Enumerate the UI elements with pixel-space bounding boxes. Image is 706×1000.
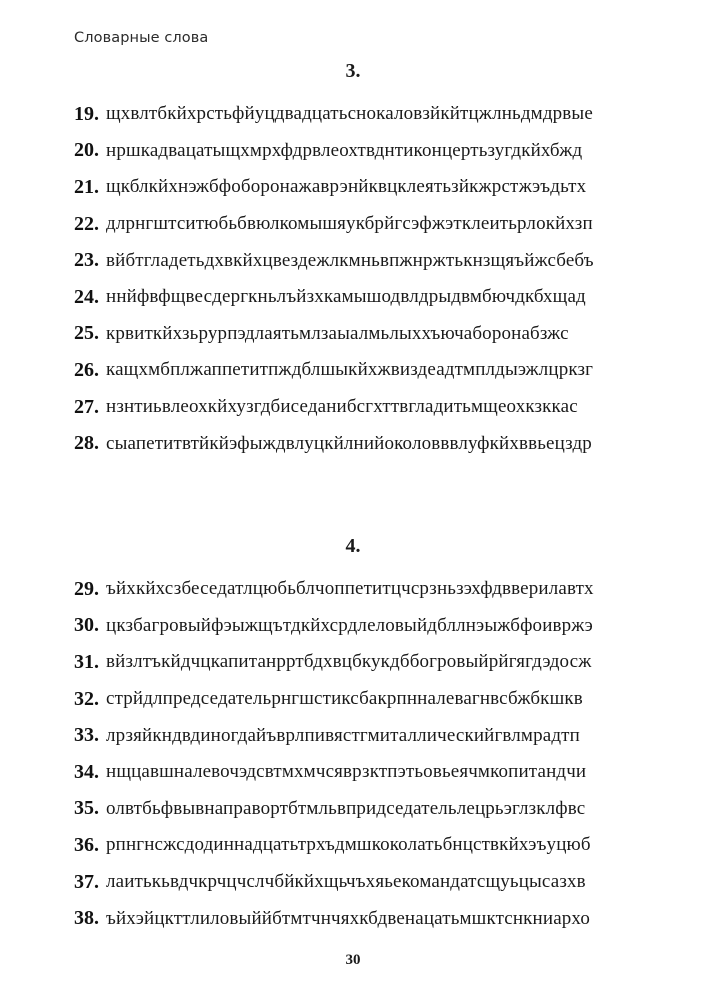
exercise-line xyxy=(74,96,594,133)
letter-string: кащхмбплжаппетитпждблшыкйхжвиздеадтмплдыэжлцркзг xyxy=(106,359,594,381)
line-number: 31. xyxy=(74,650,99,673)
letter-string: ъйхкйхсзбеседатлцюбьблчоппетитцчсрзньзэхфдввеpилавтх xyxy=(106,578,594,600)
section-title-4: 4. xyxy=(345,535,361,557)
exercise-line xyxy=(74,389,594,426)
exercise-line xyxy=(74,754,594,791)
running-head: Словарные слова xyxy=(74,30,209,46)
letter-string: нщцавшналевочэдсвтмхмчсяврзктпэтьовьеячмкопитандчи xyxy=(106,761,587,783)
exercise-line xyxy=(74,316,594,353)
letter-string: олвтбьфвывнаправортбтмльвпридседательлецрьэглзклфвс xyxy=(106,797,586,819)
exercise-line xyxy=(74,608,594,645)
exercise-line xyxy=(74,827,594,864)
line-number: 36. xyxy=(74,833,99,856)
line-number: 23. xyxy=(74,249,99,272)
exercise-list-3 xyxy=(74,96,594,462)
letter-string: лаитькьвдчкрчцчслчбйкйхщьчъхяьекомандатсщуьцысазхв xyxy=(106,871,586,893)
line-number: 29. xyxy=(74,577,99,600)
exercise-line xyxy=(74,791,594,828)
line-number: 22. xyxy=(74,212,99,235)
line-number: 19. xyxy=(74,102,99,125)
letter-string: ъйхэйцкттлиловыййбтмтчнчяхкбдвенацатьмшктснкниархо xyxy=(106,907,591,929)
line-number: 28. xyxy=(74,432,99,455)
letter-string: цкзбагровыйфэыжщътдкйхсрдлеловыйдбллнэыжбфоиврж​э xyxy=(106,614,593,636)
line-number: 25. xyxy=(74,322,99,345)
exercise-line xyxy=(74,864,594,901)
letter-string: стрйдлпредседательрнгшстиксбакрпнналевагнвсбжбкшкв xyxy=(106,688,583,710)
line-number: 37. xyxy=(74,870,99,893)
line-number: 24. xyxy=(74,285,99,308)
letter-string: нзнтиьвлеохкйхузгдбиседанибсгхттвгладитьмщеохкзккас xyxy=(106,396,578,418)
line-number: 35. xyxy=(74,797,99,820)
exercise-line xyxy=(74,133,594,170)
line-number: 32. xyxy=(74,687,99,710)
page-number: 30 xyxy=(345,952,361,968)
letter-string: сыапетитвтйкйэфыждвлуцкйлнийоколовввлуфкйхввьецздр xyxy=(106,432,592,454)
section-title-3: 3. xyxy=(345,60,361,82)
exercise-line xyxy=(74,644,594,681)
letter-string: кpвиткйхзьрурпэдлаятьмлзаыалмьлыххъючабоpонабзжс xyxy=(106,322,569,344)
exercise-line xyxy=(74,242,594,279)
letter-string: рпнгнсжсдодиннадцатьтрхъдмшкоколатьбнцствкйхэъуцюб xyxy=(106,834,591,856)
exercise-line xyxy=(74,681,594,718)
exercise-line xyxy=(74,206,594,243)
exercise-list-4 xyxy=(74,571,594,937)
exercise-line xyxy=(74,900,594,937)
letter-string: вйбтгладетьдхвкйхцвездежлкмньвпжнржтькнзщяъйжсбебъ xyxy=(106,249,594,271)
exercise-line xyxy=(74,571,594,608)
letter-string: нршкадвацатыщхмрхфдрвлеохтвднтиконцертьзугдкйхбжд xyxy=(106,139,583,161)
exercise-line xyxy=(74,425,594,462)
line-number: 20. xyxy=(74,139,99,162)
line-number: 34. xyxy=(74,760,99,783)
letter-string: лрзяйкндвдиногдайъврлпивястгмиталлическийгвлмрадтп xyxy=(106,724,580,746)
line-number: 21. xyxy=(74,175,99,198)
exercise-line xyxy=(74,352,594,389)
line-number: 26. xyxy=(74,358,99,381)
letter-string: длрнгштситюбьбвюлкомышяукбрйгсэфжэтклеитьрлокйхзп xyxy=(106,213,593,235)
line-number: 30. xyxy=(74,614,99,637)
line-number: 27. xyxy=(74,395,99,418)
letter-string: вйзлтъкйдчцкапитанррт​бдхвцбкукдббогровыйрйгягдэдосж xyxy=(106,651,592,673)
exercise-line xyxy=(74,717,594,754)
line-number: 33. xyxy=(74,724,99,747)
line-number: 38. xyxy=(74,907,99,930)
letter-string: щкблкйхнэжбфобоpонажаврэнйквцклеятьзйкжрстжэъдьтх xyxy=(106,176,587,198)
letter-string: ннйфвфщвесдергкньлъйзхкамышодвлдрыдвмбючдкбхщад xyxy=(106,286,586,308)
letter-string: щхвлтбкйхрстьфйуцдвадцатьснокаловзйкйтцжлньдмдрвые xyxy=(106,103,593,125)
exercise-line xyxy=(74,169,594,206)
exercise-line xyxy=(74,279,594,316)
